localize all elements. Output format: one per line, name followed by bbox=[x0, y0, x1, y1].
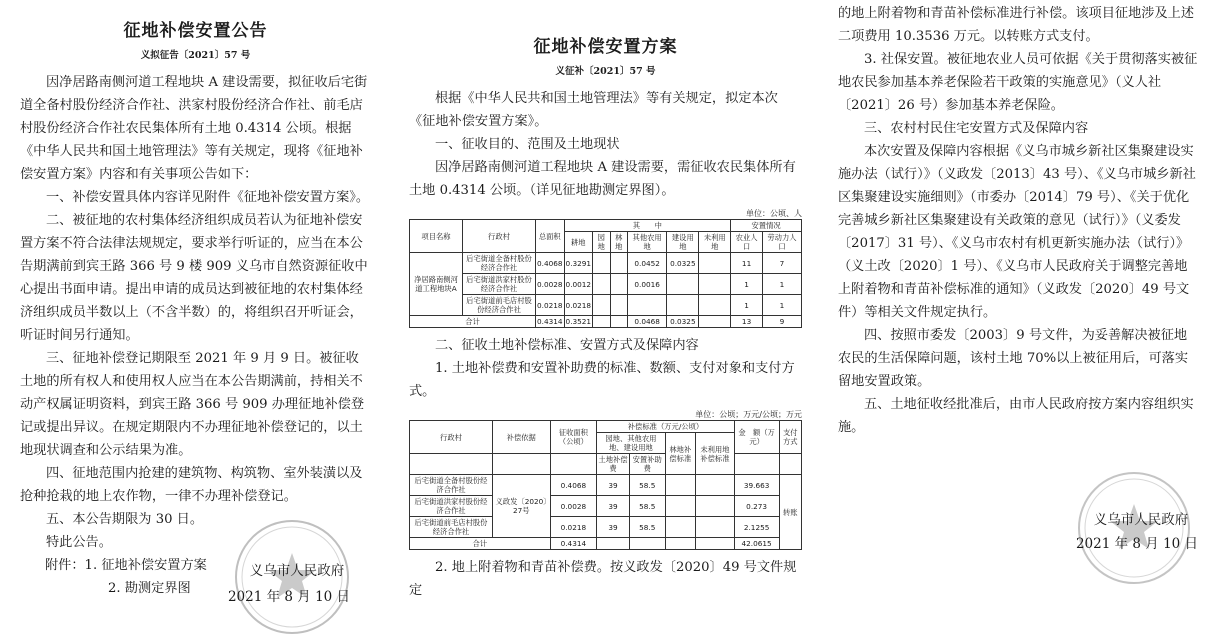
plan-heading: 一、征收目的、范围及土地现状 bbox=[435, 137, 620, 152]
announcement-paragraph: 因净居路南侧河道工程地块 A 建设需要，拟征收后宅街道全备村股份经济合作社、洪家村股份经济合作社、前毛店村股份经济合作社农民集体所有土地 0.4314 公顷。根据《中华人民共和国土地管理法》等有关规定，现将《征地补偿安置方案》内容和有关事项公告如下： bbox=[20, 75, 368, 182]
announcement-paragraph: 二、被征地的农村集体经济组织成员若认为征地补偿安置方案不符合法律法规规定，要求举行听证的，应当在本公告期满前到宾王路 366 号 9 楼 909 义乌市自然资源征收中心提出书面申请。提出申请的成员达到被征地的农村集体经济组织成员半数以上（不含半数）的，将组织召开听证会，听证时间另行通知。 bbox=[20, 213, 368, 343]
signature-date: 2021 年 8 月 10 日 bbox=[227, 589, 351, 605]
table-row bbox=[410, 274, 802, 295]
table-cell bbox=[667, 295, 699, 316]
table-cell: 0.0325 bbox=[667, 316, 699, 328]
table-cell: 0.0218 bbox=[550, 517, 597, 538]
table-cell: 11 bbox=[731, 253, 763, 274]
table-cell: 39 bbox=[597, 475, 630, 496]
table-cell: 0.4068 bbox=[550, 475, 597, 496]
table-cell: 后宅街道前毛店村股份经济合作社 bbox=[410, 517, 493, 538]
table-cell: 0.0218 bbox=[536, 295, 565, 316]
table-header: 征收面积（公顷） bbox=[550, 421, 597, 454]
table-cell bbox=[699, 274, 731, 295]
table-cell: 42.0615 bbox=[734, 538, 779, 550]
compensation-table bbox=[409, 420, 802, 550]
table-cell: 0.0028 bbox=[550, 496, 597, 517]
plan-title: 征地补偿安置方案 bbox=[533, 37, 678, 57]
land-status-table bbox=[409, 219, 802, 328]
table-cell bbox=[696, 475, 735, 496]
table-cell: 2.1255 bbox=[734, 517, 779, 538]
table-row bbox=[410, 517, 802, 538]
plan-paragraph: 的地上附着物和青苗补偿标准进行补偿。该项目征地涉及上述二项费用 10.3536 万元。以转账方式支付。 bbox=[838, 6, 1195, 44]
table-cell: 0.0016 bbox=[628, 274, 667, 295]
table-header: 未利用地补偿标准 bbox=[696, 433, 735, 475]
table-cell: 0.4314 bbox=[550, 538, 597, 550]
announcement-doc-number: 义拟征告〔2021〕57 号 bbox=[140, 50, 251, 61]
table-header: 农业人口 bbox=[731, 232, 763, 253]
table-cell bbox=[699, 295, 731, 316]
table-header: 耕地 bbox=[564, 232, 593, 253]
table-cell bbox=[493, 454, 551, 475]
table-total-row bbox=[410, 316, 802, 328]
table-cell bbox=[610, 295, 627, 316]
plan-column bbox=[395, 0, 820, 643]
announcement-paragraph: 五、本公告期限为 30 日。 bbox=[46, 512, 204, 527]
table-cell: 39 bbox=[597, 496, 630, 517]
table-cell: 1 bbox=[731, 295, 763, 316]
attachment-item: 附件：1. 征地补偿安置方案 bbox=[45, 558, 207, 573]
table-header: 建设用地 bbox=[667, 232, 699, 253]
table-header: 安置补助费 bbox=[629, 454, 665, 475]
table-cell bbox=[779, 454, 802, 475]
plan-heading: 三、农村村民住宅安置方式及保障内容 bbox=[864, 121, 1089, 136]
table-header: 安置情况 bbox=[731, 220, 802, 232]
plan-paragraph: 2. 地上附着物和青苗补偿费。按义政发〔2020〕49 号文件规定 bbox=[409, 560, 797, 598]
plan-paragraph: 本次安置及保障内容根据《义乌市城乡新社区集聚建设实施办法（试行）》（义政发〔2013〕43 号）、《义乌市城乡新社区集聚建设实施细则》（市委办〔2014〕79 号）、《关于优化完善城乡新社区集聚建设有关政策的意见（试行）》（义委发〔2017〕31 号）、《义乌市农村有机更新实施办法（试行）》（义土改〔2020〕1 号）、《义乌市人民政府关于调整完善地上附着物和青苗补偿标准的通知》（义政发〔2020〕49 号文件）等相关文件规定执行。 bbox=[838, 144, 1196, 320]
table-cell: 0.0468 bbox=[628, 316, 667, 328]
plan-paragraph: 四、按照市委发〔2003〕9 号文件，为妥善解决被征地农民的生活保障问题，该村土地 70%以上被征用后，可落实留地安置政策。 bbox=[838, 328, 1189, 389]
table-cell bbox=[610, 274, 627, 295]
table-cell: 39.663 bbox=[734, 475, 779, 496]
table-cell bbox=[734, 454, 779, 475]
table-cell: 0.0452 bbox=[628, 253, 667, 274]
table-cell: 58.5 bbox=[629, 475, 665, 496]
table-cell bbox=[665, 538, 696, 550]
table-cell bbox=[628, 295, 667, 316]
table-cell: 7 bbox=[762, 253, 801, 274]
plan-paragraph: 五、土地征收经批准后，由市人民政府按方案内容组织实施。 bbox=[838, 397, 1194, 435]
table1-unit: 单位：公顷、人 bbox=[746, 209, 802, 218]
table-cell: 9 bbox=[762, 316, 801, 328]
table-cell bbox=[699, 316, 731, 328]
table-header: 未利用地 bbox=[699, 232, 731, 253]
table-cell: 义政发〔2020〕27号 bbox=[493, 475, 551, 538]
table-header: 行政村 bbox=[463, 220, 536, 253]
table-cell bbox=[629, 538, 665, 550]
table-cell: 1 bbox=[762, 295, 801, 316]
table-cell: 后宅街道全备村股份经济合作社 bbox=[410, 475, 493, 496]
table-cell: 0.4314 bbox=[537, 317, 563, 326]
announcement-paragraph: 四、征地范围内抢建的建筑物、构筑物、室外装潢以及抢种抢栽的地上农作物，一律不办理补偿登记。 bbox=[20, 466, 363, 504]
plan-paragraph: 因净居路南侧河道工程地块 A 建设需要，需征收农民集体所有土地 0.4314 公顷。（详见征地勘测定界图）。 bbox=[409, 160, 796, 198]
table-header: 支付方式 bbox=[779, 421, 802, 454]
table-cell bbox=[593, 274, 610, 295]
table-cell: 后宅街道洪家村股份经济合作社 bbox=[463, 274, 536, 295]
table-cell bbox=[593, 316, 610, 328]
announcement-column bbox=[0, 0, 395, 643]
signature-org: 义乌市人民政府 bbox=[249, 563, 345, 579]
table-total-row bbox=[410, 538, 802, 550]
table-cell: 合计 bbox=[410, 538, 551, 550]
table-header: 劳动力人口 bbox=[762, 232, 801, 253]
table-header: 其他农用地 bbox=[628, 232, 667, 253]
table-header: 补偿依据 bbox=[493, 421, 551, 454]
announcement-paragraph: 三、征地补偿登记期限至 2021 年 9 月 9 日。被征收土地的所有权人和使用权人应当在本公告期满前，持相关不动产权属证明资料，到宾王路 366 号 909 办理征地补偿登记或提出异议。在规定期限内不办理征地补偿登记的，以土地现状调查和公示结果为准。 bbox=[20, 351, 365, 458]
table-cell: 39 bbox=[597, 517, 630, 538]
table-cell: 0.3291 bbox=[564, 253, 593, 274]
plan-intro: 根据《中华人民共和国土地管理法》等有关规定，拟定本次《征地补偿安置方案》。 bbox=[409, 91, 778, 129]
table-header: 林地补偿标准 bbox=[665, 433, 696, 475]
official-seal bbox=[227, 515, 382, 640]
table-cell: 转账 bbox=[779, 475, 802, 550]
plan-continued-column bbox=[820, 0, 1218, 643]
signature-date: 2021 年 8 月 10 日 bbox=[1075, 536, 1199, 552]
table-header: 林地 bbox=[610, 232, 627, 253]
table-cell: 0.3521 bbox=[565, 317, 592, 326]
table-cell bbox=[696, 517, 735, 538]
table-cell: 1 bbox=[762, 274, 801, 295]
table-cell bbox=[699, 253, 731, 274]
table-row bbox=[410, 295, 802, 316]
table-cell bbox=[410, 454, 493, 475]
official-seal bbox=[1072, 468, 1202, 598]
table-row bbox=[410, 496, 802, 517]
table-cell: 1 bbox=[731, 274, 763, 295]
plan-paragraph: 3. 社保安置。被征地农业人员可依据《关于贯彻落实被征地农民参加基本养老保险若干政策的实施意见》（义人社〔2021〕26 号）参加基本养老保险。 bbox=[838, 52, 1198, 113]
table-row bbox=[410, 253, 802, 274]
table-header: 土地补偿费 bbox=[598, 455, 628, 473]
table-cell bbox=[665, 475, 696, 496]
table-cell: 0.0028 bbox=[536, 274, 565, 295]
table-cell: 后宅街道洪家村股份经济合作社 bbox=[410, 496, 493, 517]
table-cell bbox=[550, 454, 597, 475]
table-cell: 13 bbox=[731, 316, 763, 328]
table-header: 金 额（万元） bbox=[734, 421, 779, 454]
plan-paragraph: 1. 土地补偿费和安置补助费的标准、数额、支付对象和支付方式。 bbox=[409, 361, 795, 399]
table-header: 其 中 bbox=[564, 220, 731, 232]
announcement-title: 征地补偿安置公告 bbox=[123, 21, 268, 41]
table-header: 补偿标准（万元/公顷） bbox=[597, 421, 734, 433]
table-cell bbox=[665, 496, 696, 517]
table-header: 项目名称 bbox=[410, 220, 463, 253]
table-cell: 净居路南侧河道工程地块A bbox=[410, 253, 463, 316]
table-cell: 58.5 bbox=[629, 517, 665, 538]
table-row bbox=[410, 475, 802, 496]
table-header: 园地、其他农用地、建设用地 bbox=[597, 433, 665, 454]
table-cell bbox=[667, 274, 699, 295]
attachment-item: 2. 勘测定界图 bbox=[108, 581, 191, 596]
table-cell bbox=[610, 253, 627, 274]
table-header: 行政村 bbox=[410, 421, 493, 454]
signature-org: 义乌市人民政府 bbox=[1093, 512, 1189, 528]
table-cell: 58.5 bbox=[629, 496, 665, 517]
table-cell bbox=[597, 538, 630, 550]
table-cell: 0.273 bbox=[734, 496, 779, 517]
table-cell bbox=[696, 496, 735, 517]
table2-unit: 单位：公顷；万元/公顷；万元 bbox=[695, 410, 802, 419]
table-cell bbox=[665, 517, 696, 538]
table-header: 园地 bbox=[593, 232, 610, 253]
table-cell: 合计 bbox=[410, 316, 536, 328]
plan-heading: 二、征收土地补偿标准、安置方式及保障内容 bbox=[435, 338, 699, 353]
table-cell: 0.0012 bbox=[564, 274, 593, 295]
table-cell: 0.0218 bbox=[564, 295, 593, 316]
table-header: 总面积 bbox=[536, 220, 565, 253]
announcement-paragraph: 一、补偿安置具体内容详见附件《征地补偿安置方案》。 bbox=[46, 190, 370, 205]
table-cell: 后宅街道全备村股份经济合作社 bbox=[463, 253, 536, 274]
announcement-paragraph: 特此公告。 bbox=[46, 535, 112, 550]
plan-doc-number: 义征补〔2021〕57 号 bbox=[555, 66, 656, 77]
table-cell bbox=[610, 316, 627, 328]
table-cell bbox=[593, 295, 610, 316]
table-cell: 后宅街道前毛店村股份经济合作社 bbox=[463, 295, 536, 316]
table-cell: 0.0325 bbox=[667, 253, 699, 274]
table-cell bbox=[696, 538, 735, 550]
table-cell: 0.4068 bbox=[536, 253, 565, 274]
table-cell bbox=[593, 253, 610, 274]
